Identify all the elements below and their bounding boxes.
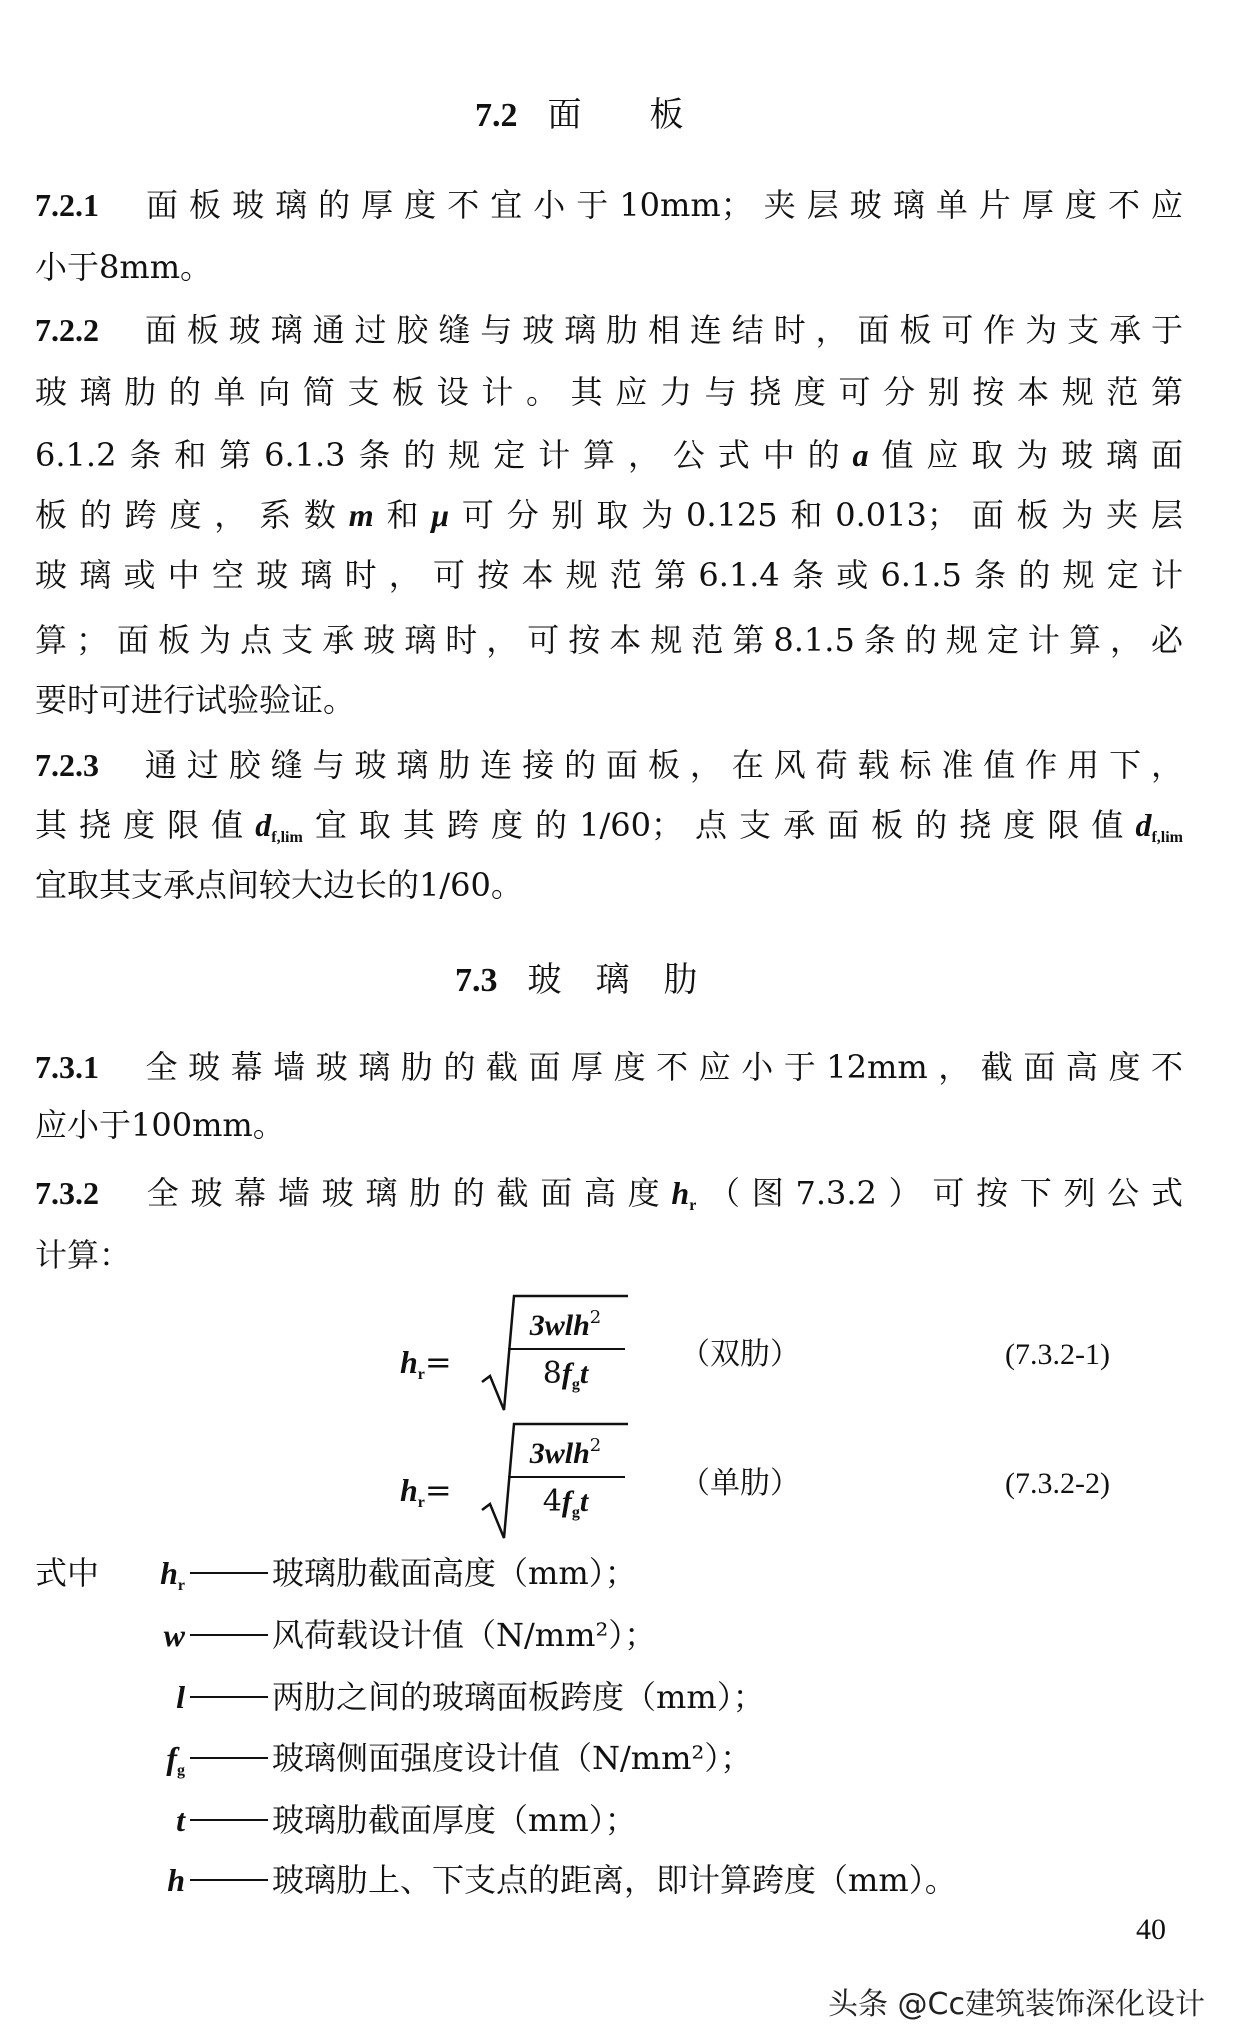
denominator bbox=[508, 1482, 623, 1533]
dash bbox=[190, 1696, 268, 1698]
where-row-t bbox=[0, 1798, 1233, 1842]
clause-text: 全玻幕墙玻璃肋的截面厚度不应小于12mm，截面高度不 bbox=[135, 1048, 1183, 1086]
clause-7-2-3-line-2 bbox=[35, 803, 1183, 847]
description: 玻璃侧面强度设计值（N/mm²）； bbox=[272, 1739, 753, 1777]
variable-f: f bbox=[561, 1357, 572, 1390]
symbol bbox=[164, 1613, 185, 1657]
symbol-main: w bbox=[163, 1617, 185, 1653]
clause-number: 7.3.1 bbox=[35, 1049, 99, 1085]
superscript: 2 bbox=[589, 1435, 602, 1456]
subscript: r bbox=[417, 1494, 425, 1511]
clause-7-2-1-line-2 bbox=[35, 245, 1183, 289]
clause-number: 7.2.3 bbox=[35, 747, 99, 783]
dash bbox=[190, 1572, 268, 1574]
clause-text: 和 bbox=[373, 496, 432, 534]
clause-7-2-2-line-2 bbox=[35, 370, 1183, 414]
radical bbox=[480, 1418, 630, 1544]
section-number: 7.2 bbox=[475, 97, 518, 134]
clause-text: 板的跨度，系数 bbox=[35, 496, 349, 534]
clause-text: 全玻幕墙玻璃肋的截面高度 bbox=[135, 1174, 672, 1212]
clause-text: 值应取为玻璃面 bbox=[868, 436, 1183, 474]
where-row-hr bbox=[0, 1551, 1233, 1595]
clause-text: 宜取其跨度的1/60；点支承面板的挠度限值 bbox=[302, 806, 1136, 844]
clause-text: 面板玻璃通过胶缝与玻璃肋相连结时，面板可作为支承于 bbox=[135, 311, 1183, 349]
numerator bbox=[508, 1426, 623, 1474]
section-title: 玻 璃 肋 bbox=[527, 960, 698, 1000]
equation-number: (7.3.2-2) bbox=[1005, 1467, 1110, 1500]
clause-7-2-2-line-5 bbox=[35, 553, 1183, 597]
equals-sign: = bbox=[424, 1343, 452, 1381]
where-row-l bbox=[0, 1675, 1233, 1719]
clause-7-2-2-line-4 bbox=[35, 493, 1183, 537]
where-row-h bbox=[0, 1858, 1233, 1902]
where-lead: 式中 bbox=[35, 1554, 100, 1592]
subscript: r bbox=[689, 1197, 697, 1214]
superscript: 2 bbox=[589, 1307, 602, 1328]
clause-text: （图7.3.2）可按下列公式 bbox=[696, 1174, 1183, 1212]
subscript: f,lim bbox=[1151, 829, 1183, 846]
symbol bbox=[167, 1858, 185, 1902]
variable-f: f bbox=[561, 1485, 572, 1518]
dash bbox=[190, 1757, 268, 1759]
clause-text: 通过胶缝与玻璃肋连接的面板，在风荷载标准值作用下， bbox=[135, 746, 1183, 784]
clause-number: 7.3.2 bbox=[35, 1175, 99, 1211]
watermark: 头条 @Cc建筑装饰深化设计 bbox=[828, 1987, 1205, 2022]
description: 玻璃肋上、下支点的距离，即计算跨度（mm）。 bbox=[272, 1861, 957, 1899]
symbol bbox=[160, 1551, 185, 1608]
clause-7-2-2-line-6 bbox=[35, 618, 1183, 662]
symbol bbox=[176, 1798, 185, 1842]
variable-mu: μ bbox=[431, 497, 450, 533]
symbol-main: f bbox=[166, 1740, 177, 1776]
where-row-fg bbox=[0, 1736, 1233, 1780]
equals-sign: = bbox=[424, 1471, 452, 1509]
description: 玻璃肋截面高度（mm）； bbox=[272, 1554, 637, 1592]
numerator-text: 3wlh bbox=[529, 1309, 590, 1342]
subscript: r bbox=[417, 1366, 425, 1383]
formula-lhs bbox=[400, 1468, 452, 1525]
dash bbox=[190, 1819, 268, 1821]
variable-h: h bbox=[400, 1472, 418, 1508]
where-row-w bbox=[0, 1613, 1233, 1657]
clause-7-2-2-line-1 bbox=[35, 308, 1183, 352]
formula-label: （双肋） bbox=[680, 1337, 800, 1372]
clause-text: 6.1.2条和第6.1.3条的规定计算，公式中的 bbox=[35, 436, 853, 474]
symbol-main: h bbox=[160, 1555, 178, 1591]
clause-7-2-3-line-3 bbox=[35, 863, 1183, 907]
coefficient: 4 bbox=[542, 1484, 562, 1519]
clause-text: 应小于100mm。 bbox=[35, 1106, 285, 1144]
symbol bbox=[176, 1675, 185, 1719]
clause-text: 面板玻璃的厚度不宜小于10mm；夹层玻璃单片厚度不应 bbox=[135, 186, 1183, 224]
description: 风荷载设计值（N/mm²）； bbox=[272, 1616, 657, 1654]
section-heading-7-2 bbox=[475, 93, 684, 138]
variable-d: d bbox=[255, 807, 272, 843]
dash bbox=[190, 1634, 268, 1636]
symbol bbox=[166, 1736, 185, 1793]
formula-7-3-2-2 bbox=[400, 1418, 700, 1568]
dash bbox=[190, 1879, 268, 1881]
clause-7-2-3-line-1 bbox=[35, 743, 1183, 787]
equation-number: (7.3.2-1) bbox=[1005, 1338, 1110, 1371]
subscript: g bbox=[571, 1504, 580, 1521]
section-title: 面 板 bbox=[547, 95, 684, 135]
subscript: g bbox=[177, 1762, 185, 1779]
description: 玻璃肋截面厚度（mm）； bbox=[272, 1801, 637, 1839]
variable-d: d bbox=[1135, 807, 1152, 843]
clause-text: 算；面板为点支承玻璃时，可按本规范第8.1.5条的规定计算，必 bbox=[35, 621, 1183, 659]
variable-a: a bbox=[852, 437, 869, 473]
clause-7-3-2-line-1 bbox=[35, 1171, 1183, 1215]
clause-text: 玻璃肋的单向简支板设计。其应力与挠度可分别按本规范第 bbox=[35, 373, 1183, 411]
coefficient: 8 bbox=[542, 1356, 562, 1391]
subscript: r bbox=[177, 1577, 185, 1594]
variable-h: h bbox=[400, 1344, 418, 1380]
numerator-text: 3wlh bbox=[529, 1437, 590, 1470]
symbol-main: h bbox=[167, 1862, 185, 1898]
clause-7-3-1-line-1 bbox=[35, 1045, 1183, 1089]
subscript: f,lim bbox=[271, 829, 303, 846]
clause-7-2-2-line-3 bbox=[35, 433, 1183, 477]
clause-number: 7.2.2 bbox=[35, 312, 99, 348]
formula-label: （单肋） bbox=[680, 1466, 800, 1501]
numerator bbox=[508, 1298, 623, 1346]
clause-text: 玻璃或中空玻璃时，可按本规范第6.1.4条或6.1.5条的规定计 bbox=[35, 556, 1183, 594]
formula-lhs bbox=[400, 1340, 452, 1397]
fraction-bar bbox=[508, 1476, 625, 1478]
clause-number: 7.2.1 bbox=[35, 187, 99, 223]
clause-text: 小于8mm。 bbox=[35, 248, 213, 286]
section-number: 7.3 bbox=[455, 962, 498, 999]
clause-text: 可分别取为0.125和0.013；面板为夹层 bbox=[449, 496, 1183, 534]
denominator bbox=[508, 1354, 623, 1405]
section-heading-7-3 bbox=[455, 958, 698, 1003]
radical bbox=[480, 1290, 630, 1416]
fraction-bar bbox=[508, 1348, 625, 1350]
page-number: 40 bbox=[1136, 1913, 1166, 1946]
clause-text: 其挠度限值 bbox=[35, 806, 256, 844]
symbol-main: t bbox=[176, 1802, 185, 1838]
clause-text: 要时可进行试验验证。 bbox=[35, 681, 356, 719]
description: 两肋之间的玻璃面板跨度（mm）； bbox=[272, 1678, 765, 1716]
variable-t: t bbox=[579, 1485, 589, 1518]
variable-t: t bbox=[579, 1357, 589, 1390]
clause-text: 宜取其支承点间较大边长的1/60。 bbox=[35, 866, 523, 904]
clause-7-3-1-line-2 bbox=[35, 1103, 1183, 1147]
clause-7-2-1-line-1 bbox=[35, 183, 1183, 227]
clause-text: 计算： bbox=[35, 1236, 132, 1274]
clause-7-3-2-line-2 bbox=[35, 1233, 1183, 1277]
clause-7-2-2-line-7 bbox=[35, 678, 1183, 722]
symbol-main: l bbox=[176, 1679, 185, 1715]
subscript: g bbox=[571, 1376, 580, 1393]
variable-h: h bbox=[671, 1175, 690, 1211]
variable-m: m bbox=[348, 497, 374, 533]
